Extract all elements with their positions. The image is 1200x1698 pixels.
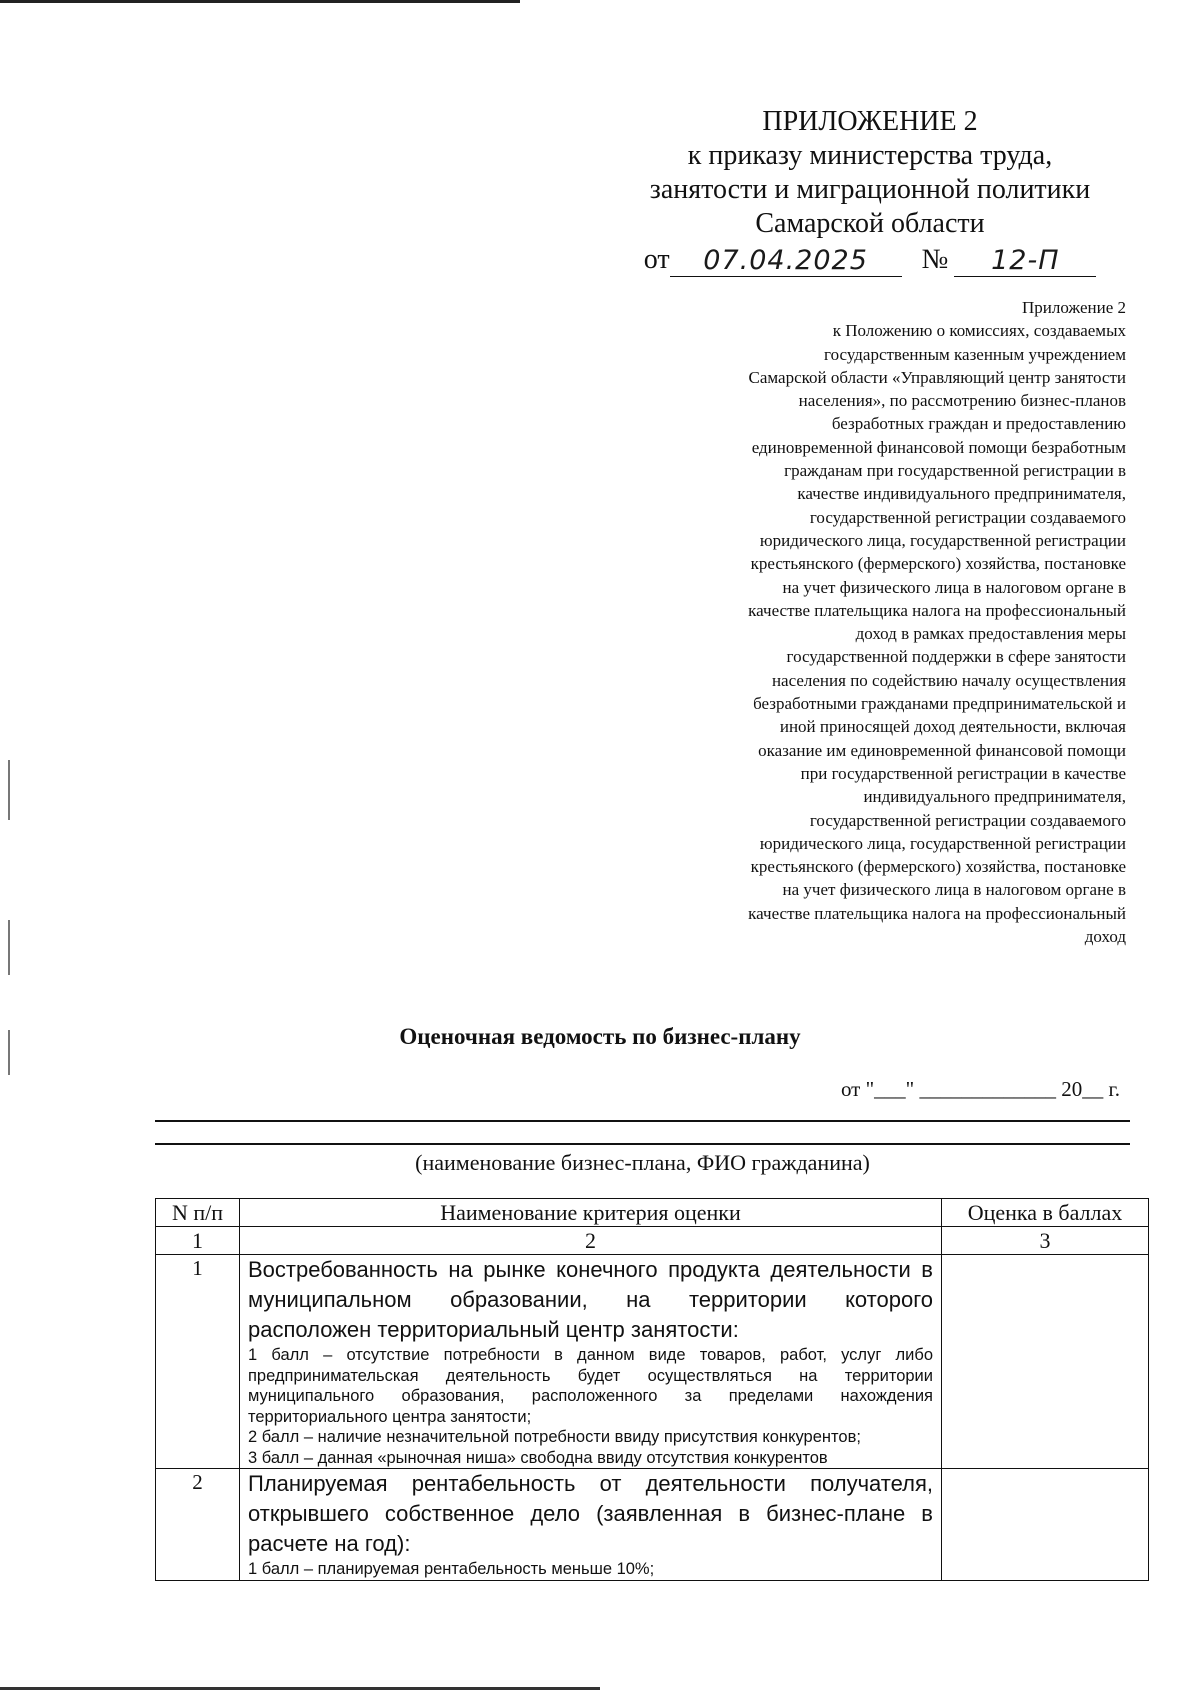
fill-line — [155, 1120, 1130, 1122]
regulation-line: гражданам при государственной регистрации в — [784, 461, 1126, 481]
statement-date-line: от "___" _____________ 20__ г. — [840, 1077, 1120, 1101]
regulation-line: государственной регистрации создаваемого — [809, 507, 1126, 527]
regulation-line: оказание им единовременной финансовой помощи — [758, 740, 1126, 760]
regulation-line: населения», по рассмотрению бизнес-планов — [798, 391, 1126, 411]
approval-block — [620, 105, 1120, 277]
row-number: 2 — [156, 1469, 240, 1581]
criterion-cell — [240, 1255, 942, 1469]
regulation-line: на учет физического лица в налоговом органе в — [782, 577, 1126, 597]
regulation-appendix-title: Приложение 2 — [1022, 298, 1126, 317]
scan-mark — [8, 920, 10, 975]
criterion-cell — [240, 1469, 942, 1581]
scan-edge-top — [0, 0, 520, 3]
number-label: № — [921, 244, 949, 275]
column-number: 1 — [156, 1227, 240, 1255]
column-number: 2 — [240, 1227, 942, 1255]
table-header-row — [156, 1199, 1149, 1227]
regulation-line: на учет физического лица в налоговом органе в — [782, 880, 1126, 900]
criterion-detail: 3 балл – данная «рыночная ниша» свободна ввиду отсутствия конкурентов — [248, 1448, 828, 1467]
column-header: Наименование критерия оценки — [240, 1199, 942, 1227]
column-number: 3 — [942, 1227, 1149, 1255]
regulation-line: доход — [1084, 927, 1126, 947]
approval-line: Самарской области — [755, 208, 985, 239]
regulation-line: государственной поддержки в сфере занятости — [786, 647, 1126, 667]
criterion-detail: 2 балл – наличие незначительной потребности ввиду присутствия конкурентов; — [248, 1428, 861, 1446]
order-date-line — [620, 243, 1120, 277]
regulation-line: качестве плательщика налога на профессиональный — [748, 600, 1126, 620]
order-date-handwritten: 07.04.2025 — [670, 244, 902, 277]
regulation-line: государственным казенным учреждением — [824, 344, 1126, 364]
approval-line: занятости и миграционной политики — [649, 174, 1091, 205]
regulation-line: качестве плательщика налога на профессиональный — [748, 903, 1126, 923]
scan-mark — [8, 760, 10, 820]
fill-line — [155, 1143, 1130, 1145]
table-row — [156, 1255, 1149, 1469]
column-header: Оценка в баллах — [942, 1199, 1149, 1227]
regulation-line: единовременной финансовой помощи безработным — [751, 437, 1126, 457]
regulation-line: юридического лица, государственной регистрации — [759, 833, 1126, 853]
regulation-line: юридического лица, государственной регистрации — [759, 530, 1126, 550]
regulation-line: безработными гражданами предпринимательской и — [753, 694, 1126, 714]
regulation-line: индивидуального предпринимателя, — [863, 787, 1126, 807]
column-number-row — [156, 1227, 1149, 1255]
appendix-heading: ПРИЛОЖЕНИЕ 2 — [762, 106, 978, 137]
regulation-line: к Положению о комиссиях, создаваемых — [832, 321, 1126, 341]
approval-line: к приказу министерства труда, — [687, 140, 1053, 171]
regulation-line: качестве индивидуального предпринимателя, — [797, 484, 1126, 504]
regulation-line: населения по содействию началу осуществления — [771, 670, 1126, 690]
regulation-line: при государственной регистрации в качестве — [800, 763, 1126, 783]
regulation-line: Самарской области «Управляющий центр занятости — [748, 367, 1126, 387]
regulation-line: государственной регистрации создаваемого — [809, 810, 1126, 830]
order-number-handwritten: 12-П — [954, 244, 1096, 277]
regulation-line: крестьянского (фермерского) хозяйства, постановке — [750, 857, 1126, 877]
row-number: 1 — [156, 1255, 240, 1469]
from-label: от — [643, 244, 670, 275]
column-header: N п/п — [156, 1199, 240, 1227]
criterion-text: Планируемая рентабельность от деятельности получателя, открывшего собственное дело (заявленная в бизнес-плане в расчете на год): — [248, 1471, 933, 1556]
criterion-text: Востребованность на рынке конечного продукта деятельности в муниципальном образовании, на территории которого расположен территориальный центр занятости: — [248, 1257, 933, 1342]
document-title: Оценочная ведомость по бизнес-плану — [399, 1024, 801, 1049]
scan-edge-bottom — [0, 1687, 600, 1690]
regulation-line: доход в рамках предоставления меры — [855, 624, 1126, 644]
criterion-detail: 1 балл – отсутствие потребности в данном виде товаров, работ, услуг либо предпринимательская деятельность будет осуществляться на территории муниципального образования, расположенного за пределами нахождения территориального центра занятости; — [248, 1346, 933, 1426]
regulation-line: иной приносящей доход деятельности, включая — [779, 717, 1126, 737]
score-cell[interactable] — [942, 1469, 1149, 1581]
regulation-appendix — [640, 296, 1126, 948]
criteria-table — [155, 1198, 1149, 1581]
fill-line-caption: (наименование бизнес-плана, ФИО гражданина) — [415, 1150, 870, 1175]
table-row — [156, 1469, 1149, 1581]
regulation-line: безработных граждан и предоставлению — [831, 414, 1126, 434]
regulation-line: крестьянского (фермерского) хозяйства, постановке — [750, 554, 1126, 574]
criterion-detail: 1 балл – планируемая рентабельность меньше 10%; — [248, 1560, 655, 1578]
score-cell[interactable] — [942, 1255, 1149, 1469]
